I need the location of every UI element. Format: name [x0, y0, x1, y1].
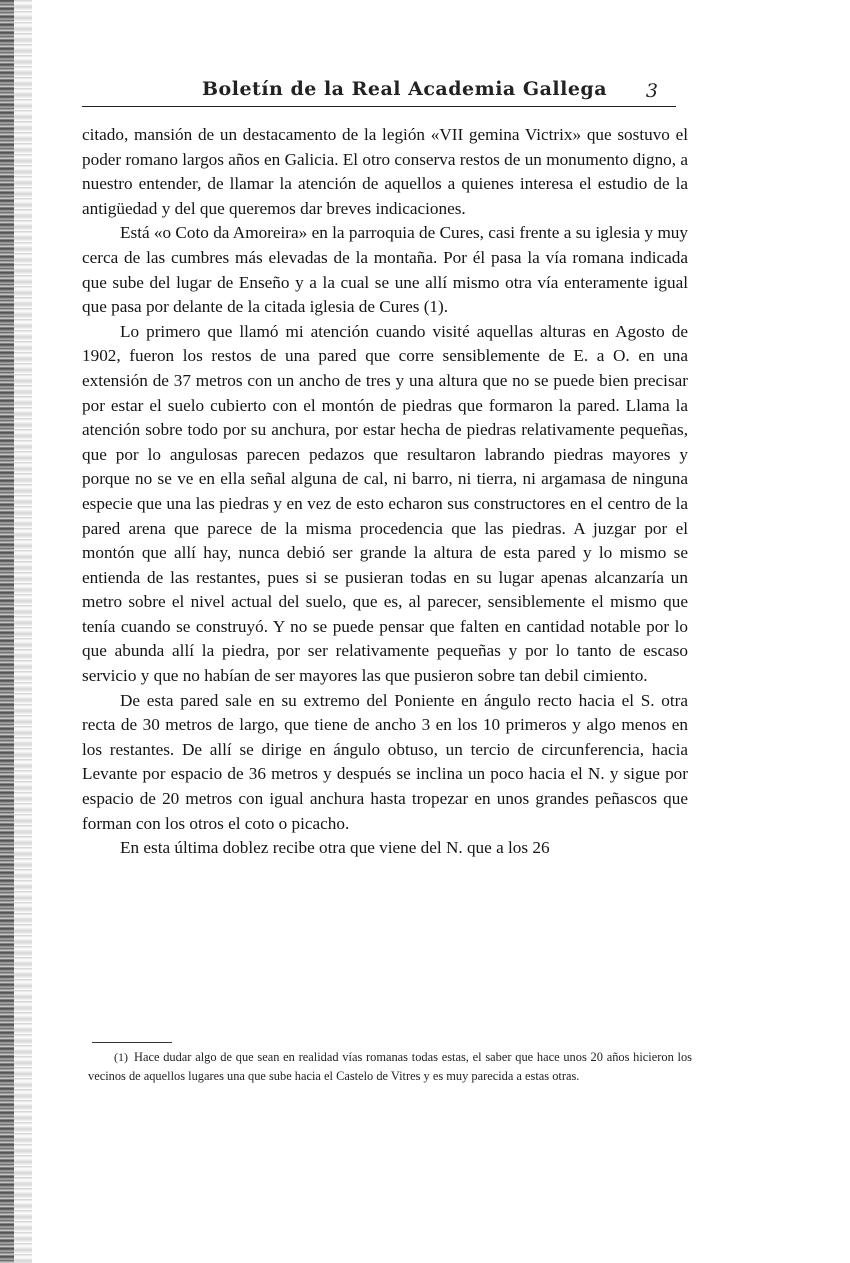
footnote-text: Hace dudar algo de que sean en realidad vías romanas todas estas, el saber que hace unos 20 años hicieron los vecinos de aquellos lugares una que sube hacia el Castelo de Vitres y es muy parecida a estas otras. [88, 1050, 692, 1083]
running-title: Boletín de la Real Academia Gallega [202, 78, 608, 100]
footnote [88, 1048, 692, 1085]
page-header [82, 76, 676, 106]
footnote-rule [92, 1042, 172, 1043]
footnote-mark: (1) [114, 1050, 128, 1064]
paragraph-3: Lo primero que llamó mi atención cuando visité aquellas alturas en Agosto de 1902, fueron los restos de una pared que corre sensiblemente de E. a O. en una extensión de 37 metros con un ancho de tres y una altura que no se puede bien precisar por estar el suelo cubierto con el montón de piedras que formaron la pared. Llama la atención sobre todo por su anchura, por estar hecha de piedras relativamente pequeñas, que por lo angulosas parecen pedazos que resultaron labrando piedras mayores y porque no se ve en ella señal alguna de cal, ni barro, ni tierra, ni argamasa de ninguna especie que una las piedras y en vez de esto echaron sus constructores en el centro de la pared arena que parece de la misma procedencia que las piedras. A juzgar por el montón que allí hay, nunca debió ser grande la altura de esta pared y lo mismo se entienda de las restantes, pues si se pusieran todas en su lugar apenas alcanzaría un metro sobre el nivel actual del suelo, que es, al parecer, sensiblemente el mismo que tenía cuando se construyó. Y no se puede pensar que falten en cantidad notable por lo que abunda allí la piedra, por ser relativamente pequeñas y por lo tanto de escaso servicio y que no habían de ser mayores las que pusieron sobre tan debil cimiento. [82, 321, 688, 686]
paragraph-4: De esta pared sale en su extremo del Poniente en ángulo recto hacia el S. otra recta de 30 metros de largo, que tiene de ancho 3 en los 10 primeros y algo menos en los restantes. De allí se dirige en ángulo obtuso, un tercio de circunferencia, hacia Levante por espacio de 36 metros y después se inclina un poco hacia el N. y sigue por espacio de 20 metros con igual anchura hasta tropezar en unos grandes peñascos que forman con los otros el coto o picacho. [82, 690, 688, 833]
page-binding-shadow [14, 0, 32, 1263]
paragraph-5: En esta última doblez recibe otra que viene del N. que a los 26 [120, 838, 550, 858]
page-number: 3 [645, 80, 658, 102]
header-rule [82, 106, 676, 107]
paragraph-2: Está «o Coto da Amoreira» en la parroquia de Cures, casi frente a su iglesia y muy cerca de las cumbres más elevadas de la montaña. Por él pasa la vía romana indicada que sube del lugar de Enseño y a la cual se une allí mismo otra vía enteramente igual que pasa por delante de la citada iglesia de Cures (1). [82, 223, 688, 317]
page-binding-edge [0, 0, 14, 1263]
body-text [82, 123, 688, 861]
paragraph-1: citado, mansión de un destacamento de la legión «VII gemina Victrix» que sostuvo el poder romano largos años en Galicia. El otro conserva restos de un monumento digno, a nuestro entender, de llamar la atención de aquellos a quienes interesa el estudio de la antigüedad y del que queremos dar breves indicaciones. [82, 125, 688, 218]
